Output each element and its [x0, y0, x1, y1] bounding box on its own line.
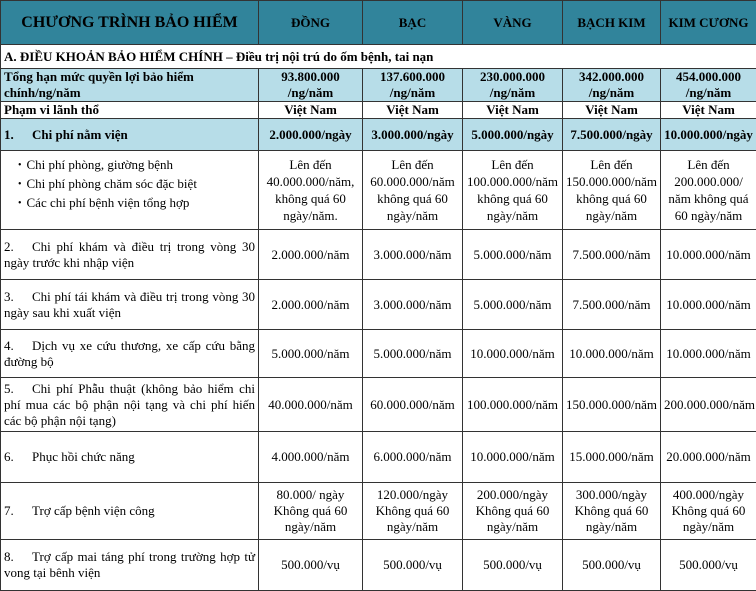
header-program: CHƯƠNG TRÌNH BẢO HIỂM [1, 1, 259, 45]
total-limit-value: 137.600.000 /ng/năm [363, 69, 463, 102]
benefit-number: 6. [4, 449, 14, 464]
benefit-value: 5.000.000/năm [363, 330, 463, 378]
territory-value: Việt Nam [661, 102, 756, 119]
benefit-value: 500.000/vụ [259, 540, 363, 591]
details-value: Lên đến 150.000.000/năm không quá 60 ngày/năm [563, 151, 661, 230]
benefit-number: 2. [4, 238, 14, 254]
total-limit-value: 454.000.000 /ng/năm [661, 69, 756, 102]
benefit-number: 3. [4, 288, 14, 304]
bullet-item: • Chi phí phòng, giường bệnh [18, 156, 255, 175]
benefit-row [1, 230, 756, 280]
benefit-label [1, 230, 259, 280]
benefit-value: 500.000/vụ [463, 540, 563, 591]
bullet-list [4, 156, 255, 213]
benefit-text: Phục hồi chức năng [32, 449, 135, 464]
header-plan-bac: BẠC [363, 1, 463, 45]
benefit-label [1, 483, 259, 540]
hospital-stay-details-row [1, 151, 756, 230]
benefit-value: 60.000.000/năm [363, 378, 463, 432]
benefit-value: 80.000/ ngày Không quá 60 ngày/năm [259, 483, 363, 540]
benefit-row [1, 540, 756, 591]
benefit-label [1, 540, 259, 591]
benefit-number: 4. [4, 337, 14, 353]
benefit-value: 20.000.000/năm [661, 432, 756, 483]
section-a-title: A. ĐIỀU KHOẢN BẢO HIỂM CHÍNH – Điều trị nội trú do ốm bệnh, tai nạn [1, 45, 756, 69]
benefit-number: 5. [4, 380, 14, 396]
total-limit-row [1, 69, 756, 102]
hospital-stay-value: 7.500.000/ngày [563, 119, 661, 151]
benefit-text: Chi phí khám và điều trị trong vòng 30 ngày trước khi nhập viện [4, 238, 255, 270]
benefit-text: Chi phí Phẫu thuật (không bảo hiểm chi phí mua các bộ phận nội tạng và chi phí hiến các bộ phận nội tạng) [4, 380, 255, 428]
benefit-value: 200.000/ngày Không quá 60 ngày/năm [463, 483, 563, 540]
benefit-value: 6.000.000/năm [363, 432, 463, 483]
hospital-stay-value: 10.000.000/ngày [661, 119, 756, 151]
territory-value: Việt Nam [363, 102, 463, 119]
hospital-stay-label [1, 119, 259, 151]
benefit-value: 2.000.000/năm [259, 280, 363, 330]
benefit-label [1, 432, 259, 483]
benefit-value: 500.000/vụ [563, 540, 661, 591]
benefit-text: Chi phí tái khám và điều trị trong vòng 30 ngày sau khi xuất viện [4, 288, 255, 320]
benefit-value: 4.000.000/năm [259, 432, 363, 483]
total-limit-value: 342.000.000 /ng/năm [563, 69, 661, 102]
benefit-value: 120.000/ngày Không quá 60 ngày/năm [363, 483, 463, 540]
benefit-value: 500.000/vụ [661, 540, 756, 591]
benefit-value: 15.000.000/năm [563, 432, 661, 483]
bullet-item: • Các chi phí bệnh viện tổng hợp [18, 194, 255, 213]
hospital-stay-value: 2.000.000/ngày [259, 119, 363, 151]
hospital-stay-value: 3.000.000/ngày [363, 119, 463, 151]
benefit-label [1, 280, 259, 330]
hospital-stay-row [1, 119, 756, 151]
benefit-value: 5.000.000/năm [463, 230, 563, 280]
section-a-row [1, 45, 756, 69]
hospital-stay-details-label [1, 151, 259, 230]
benefit-value: 5.000.000/năm [259, 330, 363, 378]
benefit-value: 10.000.000/năm [661, 280, 756, 330]
benefit-value: 3.000.000/năm [363, 280, 463, 330]
total-limit-label: Tổng hạn mức quyền lợi bảo hiểm chính/ng/năm [1, 69, 259, 102]
territory-value: Việt Nam [563, 102, 661, 119]
benefit-row [1, 432, 756, 483]
benefit-value: 300.000/ngày Không quá 60 ngày/năm [563, 483, 661, 540]
benefit-value: 5.000.000/năm [463, 280, 563, 330]
benefit-row [1, 280, 756, 330]
benefit-value: 10.000.000/năm [661, 230, 756, 280]
benefit-value: 7.500.000/năm [563, 230, 661, 280]
benefit-number: 7. [4, 503, 14, 518]
details-value: Lên đến 60.000.000/năm không quá 60 ngày/năm [363, 151, 463, 230]
benefit-label [1, 330, 259, 378]
table-header-row [1, 1, 756, 45]
header-plan-dong: ĐỒNG [259, 1, 363, 45]
benefit-value: 400.000/ngày Không quá 60 ngày/năm [661, 483, 756, 540]
header-plan-bach-kim: BẠCH KIM [563, 1, 661, 45]
header-plan-vang: VÀNG [463, 1, 563, 45]
benefit-value: 10.000.000/năm [661, 330, 756, 378]
territory-label: Phạm vi lãnh thổ [1, 102, 259, 119]
total-limit-value: 230.000.000 /ng/năm [463, 69, 563, 102]
territory-value: Việt Nam [259, 102, 363, 119]
benefit-value: 2.000.000/năm [259, 230, 363, 280]
hospital-stay-value: 5.000.000/ngày [463, 119, 563, 151]
benefit-text: Trợ cấp mai táng phí trong trường hợp tử vong tại bênh viện [4, 549, 255, 580]
benefit-value: 10.000.000/năm [563, 330, 661, 378]
benefit-value: 200.000.000/năm [661, 378, 756, 432]
benefit-value: 10.000.000/năm [463, 330, 563, 378]
territory-value: Việt Nam [463, 102, 563, 119]
benefit-number: 8. [4, 549, 14, 564]
total-limit-value: 93.800.000 /ng/năm [259, 69, 363, 102]
benefit-value: 100.000.000/năm [463, 378, 563, 432]
header-plan-kim-cuong: KIM CƯƠNG [661, 1, 756, 45]
benefit-number: 1. [4, 126, 14, 142]
benefit-value: 7.500.000/năm [563, 280, 661, 330]
benefit-label: Chi phí nằm viện [32, 126, 128, 142]
details-value: Lên đến 40.000.000/năm, không quá 60 ngày/năm. [259, 151, 363, 230]
benefit-row [1, 483, 756, 540]
benefit-value: 500.000/vụ [363, 540, 463, 591]
details-value: Lên đến 100.000.000/năm không quá 60 ngày/năm [463, 151, 563, 230]
benefit-value: 40.000.000/năm [259, 378, 363, 432]
benefit-value: 150.000.000/năm [563, 378, 661, 432]
benefit-label [1, 378, 259, 432]
territory-row [1, 102, 756, 119]
benefit-text: Trợ cấp bệnh viện công [32, 503, 155, 518]
benefit-text: Dịch vụ xe cứu thương, xe cấp cứu bằng đường bộ [4, 337, 255, 369]
benefit-value: 3.000.000/năm [363, 230, 463, 280]
bullet-item: • Chi phí phòng chăm sóc đặc biệt [18, 175, 255, 194]
benefit-value: 10.000.000/năm [463, 432, 563, 483]
details-value: Lên đến 200.000.000/ năm không quá 60 ngày/năm [661, 151, 756, 230]
benefit-row [1, 330, 756, 378]
benefit-row [1, 378, 756, 432]
